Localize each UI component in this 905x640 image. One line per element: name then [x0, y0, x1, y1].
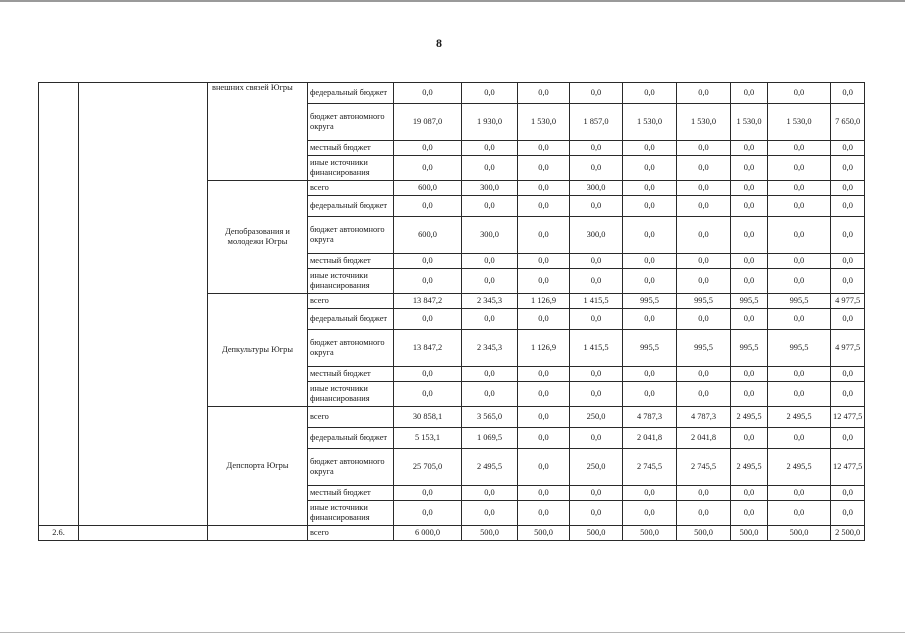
- amount-cell: 0,0: [677, 217, 731, 254]
- amount-cell: 0,0: [768, 141, 831, 156]
- amount-cell: 300,0: [462, 181, 518, 196]
- amount-cell: 600,0: [394, 217, 462, 254]
- amount-cell: 13 847,2: [394, 294, 462, 309]
- bottom-border-line: [0, 632, 905, 633]
- amount-cell: 0,0: [570, 382, 623, 407]
- amount-cell: 0,0: [831, 486, 865, 501]
- funding-source-cell: бюджет автономного округа: [308, 330, 394, 367]
- amount-cell: 0,0: [394, 382, 462, 407]
- amount-cell: 250,0: [570, 449, 623, 486]
- amount-cell: 0,0: [518, 407, 570, 428]
- amount-cell: 0,0: [518, 428, 570, 449]
- amount-cell: 0,0: [768, 269, 831, 294]
- funding-source-cell: местный бюджет: [308, 141, 394, 156]
- amount-cell: 0,0: [731, 196, 768, 217]
- amount-cell: 0,0: [831, 141, 865, 156]
- amount-cell: 0,0: [768, 254, 831, 269]
- amount-cell: 25 705,0: [394, 449, 462, 486]
- amount-cell: 995,5: [677, 294, 731, 309]
- amount-cell: 600,0: [394, 181, 462, 196]
- amount-cell: 2 745,5: [677, 449, 731, 486]
- amount-cell: 19 087,0: [394, 104, 462, 141]
- amount-cell: 0,0: [768, 181, 831, 196]
- amount-cell: 500,0: [623, 526, 677, 541]
- funding-source-cell: федеральный бюджет: [308, 428, 394, 449]
- amount-cell: 0,0: [518, 254, 570, 269]
- amount-cell: 0,0: [731, 156, 768, 181]
- amount-cell: 0,0: [831, 196, 865, 217]
- amount-cell: 4 977,5: [831, 330, 865, 367]
- amount-cell: 0,0: [677, 141, 731, 156]
- funding-source-cell: местный бюджет: [308, 486, 394, 501]
- amount-cell: 4 787,3: [623, 407, 677, 428]
- amount-cell: 0,0: [623, 382, 677, 407]
- budget-table: [38, 82, 865, 541]
- amount-cell: 2 495,5: [768, 407, 831, 428]
- amount-cell: 1 930,0: [462, 104, 518, 141]
- amount-cell: 0,0: [518, 367, 570, 382]
- amount-cell: 0,0: [768, 382, 831, 407]
- amount-cell: 2 495,5: [731, 449, 768, 486]
- amount-cell: 0,0: [394, 309, 462, 330]
- amount-cell: 2 345,3: [462, 330, 518, 367]
- amount-cell: 0,0: [518, 501, 570, 526]
- amount-cell: 30 858,1: [394, 407, 462, 428]
- table-row: [39, 526, 865, 541]
- amount-cell: 995,5: [768, 330, 831, 367]
- amount-cell: 1 530,0: [623, 104, 677, 141]
- amount-cell: 300,0: [570, 181, 623, 196]
- amount-cell: 0,0: [394, 156, 462, 181]
- funding-source-cell: федеральный бюджет: [308, 196, 394, 217]
- amount-cell: 0,0: [518, 217, 570, 254]
- activity-name-cell: [79, 526, 208, 541]
- amount-cell: 0,0: [831, 83, 865, 104]
- funding-source-cell: иные источники финансирования: [308, 382, 394, 407]
- amount-cell: 0,0: [677, 254, 731, 269]
- amount-cell: 0,0: [518, 309, 570, 330]
- amount-cell: 13 847,2: [394, 330, 462, 367]
- row-index-cell: 2.6.: [39, 526, 79, 541]
- amount-cell: 0,0: [731, 181, 768, 196]
- amount-cell: 0,0: [623, 156, 677, 181]
- amount-cell: 0,0: [731, 367, 768, 382]
- amount-cell: 500,0: [731, 526, 768, 541]
- amount-cell: 0,0: [677, 501, 731, 526]
- amount-cell: 7 650,0: [831, 104, 865, 141]
- executor-cell: Депспорта Югры: [208, 407, 308, 526]
- amount-cell: 0,0: [518, 141, 570, 156]
- amount-cell: 0,0: [518, 486, 570, 501]
- amount-cell: 1 530,0: [768, 104, 831, 141]
- funding-source-cell: всего: [308, 526, 394, 541]
- amount-cell: 0,0: [518, 156, 570, 181]
- amount-cell: 0,0: [518, 382, 570, 407]
- amount-cell: 0,0: [394, 486, 462, 501]
- amount-cell: 500,0: [462, 526, 518, 541]
- amount-cell: 0,0: [462, 196, 518, 217]
- amount-cell: 0,0: [623, 486, 677, 501]
- amount-cell: 2 041,8: [623, 428, 677, 449]
- amount-cell: 0,0: [768, 156, 831, 181]
- amount-cell: 0,0: [462, 83, 518, 104]
- activity-name-cell: [79, 83, 208, 526]
- amount-cell: 0,0: [394, 141, 462, 156]
- amount-cell: 3 565,0: [462, 407, 518, 428]
- amount-cell: 250,0: [570, 407, 623, 428]
- amount-cell: 0,0: [831, 428, 865, 449]
- amount-cell: 0,0: [677, 269, 731, 294]
- amount-cell: 0,0: [831, 156, 865, 181]
- amount-cell: 0,0: [623, 269, 677, 294]
- amount-cell: 0,0: [677, 367, 731, 382]
- amount-cell: 4 977,5: [831, 294, 865, 309]
- funding-source-cell: федеральный бюджет: [308, 309, 394, 330]
- amount-cell: 0,0: [394, 269, 462, 294]
- amount-cell: 0,0: [731, 269, 768, 294]
- amount-cell: 1 126,9: [518, 330, 570, 367]
- amount-cell: 0,0: [831, 382, 865, 407]
- amount-cell: 0,0: [768, 501, 831, 526]
- amount-cell: 300,0: [462, 217, 518, 254]
- executor-cell: Депобразования и молодежи Югры: [208, 181, 308, 294]
- amount-cell: 0,0: [731, 83, 768, 104]
- executor-cell: внешних связей Югры: [208, 83, 308, 181]
- amount-cell: 0,0: [731, 382, 768, 407]
- amount-cell: 0,0: [570, 83, 623, 104]
- amount-cell: 995,5: [623, 294, 677, 309]
- amount-cell: 0,0: [677, 181, 731, 196]
- amount-cell: 0,0: [623, 83, 677, 104]
- amount-cell: 995,5: [623, 330, 677, 367]
- amount-cell: 0,0: [677, 486, 731, 501]
- amount-cell: 0,0: [677, 196, 731, 217]
- amount-cell: 0,0: [831, 309, 865, 330]
- amount-cell: 0,0: [394, 83, 462, 104]
- amount-cell: 0,0: [731, 141, 768, 156]
- page-number: 8: [436, 36, 442, 50]
- amount-cell: 5 153,1: [394, 428, 462, 449]
- amount-cell: 0,0: [518, 196, 570, 217]
- amount-cell: 2 745,5: [623, 449, 677, 486]
- funding-source-cell: всего: [308, 181, 394, 196]
- amount-cell: 995,5: [677, 330, 731, 367]
- amount-cell: 0,0: [518, 181, 570, 196]
- amount-cell: 0,0: [570, 196, 623, 217]
- funding-source-cell: всего: [308, 294, 394, 309]
- amount-cell: 0,0: [570, 254, 623, 269]
- amount-cell: 0,0: [623, 501, 677, 526]
- executor-cell: Депкультуры Югры: [208, 294, 308, 407]
- funding-source-cell: местный бюджет: [308, 367, 394, 382]
- amount-cell: 6 000,0: [394, 526, 462, 541]
- amount-cell: 1 415,5: [570, 330, 623, 367]
- amount-cell: 0,0: [623, 181, 677, 196]
- amount-cell: 0,0: [677, 309, 731, 330]
- amount-cell: 0,0: [623, 141, 677, 156]
- amount-cell: 0,0: [570, 156, 623, 181]
- amount-cell: 0,0: [462, 141, 518, 156]
- amount-cell: 995,5: [731, 330, 768, 367]
- amount-cell: 0,0: [731, 254, 768, 269]
- amount-cell: 2 041,8: [677, 428, 731, 449]
- amount-cell: 1 126,9: [518, 294, 570, 309]
- funding-source-cell: федеральный бюджет: [308, 83, 394, 104]
- amount-cell: 0,0: [623, 217, 677, 254]
- amount-cell: 0,0: [570, 367, 623, 382]
- top-border-line: [0, 0, 905, 2]
- amount-cell: 0,0: [768, 428, 831, 449]
- amount-cell: 0,0: [768, 309, 831, 330]
- amount-cell: 0,0: [623, 367, 677, 382]
- amount-cell: 0,0: [831, 269, 865, 294]
- amount-cell: 0,0: [394, 196, 462, 217]
- table-row: [39, 83, 865, 104]
- amount-cell: 0,0: [731, 428, 768, 449]
- amount-cell: 0,0: [831, 181, 865, 196]
- amount-cell: 12 477,5: [831, 407, 865, 428]
- amount-cell: 0,0: [731, 217, 768, 254]
- amount-cell: 0,0: [570, 501, 623, 526]
- amount-cell: 2 345,3: [462, 294, 518, 309]
- amount-cell: 0,0: [831, 217, 865, 254]
- funding-source-cell: иные источники финансирования: [308, 501, 394, 526]
- amount-cell: 0,0: [768, 83, 831, 104]
- amount-cell: 1 415,5: [570, 294, 623, 309]
- amount-cell: 0,0: [518, 83, 570, 104]
- amount-cell: 1 857,0: [570, 104, 623, 141]
- amount-cell: 0,0: [462, 309, 518, 330]
- amount-cell: 0,0: [462, 367, 518, 382]
- amount-cell: 0,0: [462, 156, 518, 181]
- amount-cell: 0,0: [831, 254, 865, 269]
- amount-cell: 0,0: [831, 501, 865, 526]
- amount-cell: 0,0: [462, 254, 518, 269]
- amount-cell: 2 495,5: [731, 407, 768, 428]
- amount-cell: 0,0: [394, 367, 462, 382]
- amount-cell: 500,0: [570, 526, 623, 541]
- amount-cell: 995,5: [731, 294, 768, 309]
- funding-source-cell: иные источники финансирования: [308, 156, 394, 181]
- amount-cell: 0,0: [570, 486, 623, 501]
- amount-cell: 0,0: [623, 254, 677, 269]
- amount-cell: 500,0: [518, 526, 570, 541]
- amount-cell: 0,0: [570, 309, 623, 330]
- amount-cell: 0,0: [394, 254, 462, 269]
- amount-cell: 0,0: [768, 486, 831, 501]
- amount-cell: 0,0: [623, 196, 677, 217]
- amount-cell: 500,0: [677, 526, 731, 541]
- amount-cell: 1 530,0: [518, 104, 570, 141]
- amount-cell: 0,0: [462, 382, 518, 407]
- funding-source-cell: бюджет автономного округа: [308, 217, 394, 254]
- amount-cell: 0,0: [768, 217, 831, 254]
- amount-cell: 0,0: [731, 486, 768, 501]
- amount-cell: 500,0: [768, 526, 831, 541]
- amount-cell: 0,0: [731, 309, 768, 330]
- funding-source-cell: иные источники финансирования: [308, 269, 394, 294]
- budget-table-body: [39, 83, 865, 541]
- amount-cell: 0,0: [768, 196, 831, 217]
- amount-cell: 0,0: [394, 501, 462, 526]
- amount-cell: 0,0: [677, 83, 731, 104]
- amount-cell: 0,0: [462, 501, 518, 526]
- amount-cell: 1 530,0: [677, 104, 731, 141]
- amount-cell: 0,0: [570, 269, 623, 294]
- amount-cell: 4 787,3: [677, 407, 731, 428]
- funding-source-cell: местный бюджет: [308, 254, 394, 269]
- amount-cell: 0,0: [462, 269, 518, 294]
- amount-cell: 1 530,0: [731, 104, 768, 141]
- funding-source-cell: бюджет автономного округа: [308, 104, 394, 141]
- amount-cell: 12 477,5: [831, 449, 865, 486]
- amount-cell: 0,0: [831, 367, 865, 382]
- amount-cell: 0,0: [731, 501, 768, 526]
- amount-cell: 0,0: [518, 449, 570, 486]
- executor-cell: [208, 526, 308, 541]
- amount-cell: 1 069,5: [462, 428, 518, 449]
- row-index-cell: [39, 83, 79, 526]
- amount-cell: 0,0: [570, 428, 623, 449]
- amount-cell: 0,0: [462, 486, 518, 501]
- amount-cell: 0,0: [768, 367, 831, 382]
- amount-cell: 0,0: [623, 309, 677, 330]
- amount-cell: 995,5: [768, 294, 831, 309]
- amount-cell: 0,0: [677, 382, 731, 407]
- amount-cell: 2 495,5: [768, 449, 831, 486]
- amount-cell: 0,0: [570, 141, 623, 156]
- amount-cell: 300,0: [570, 217, 623, 254]
- funding-source-cell: всего: [308, 407, 394, 428]
- funding-source-cell: бюджет автономного округа: [308, 449, 394, 486]
- amount-cell: 2 495,5: [462, 449, 518, 486]
- amount-cell: 0,0: [677, 156, 731, 181]
- amount-cell: 0,0: [518, 269, 570, 294]
- amount-cell: 2 500,0: [831, 526, 865, 541]
